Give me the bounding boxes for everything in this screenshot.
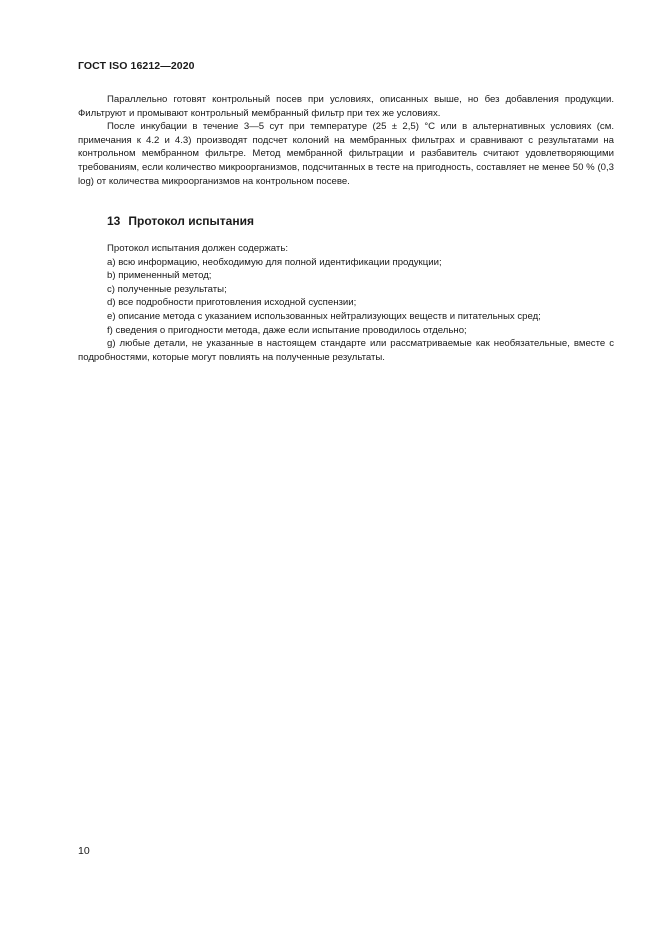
paragraph-control-sample: Параллельно готовят контрольный посев при условиях, описанных выше, но без добавления продукции. Фильтруют и промывают контрольный мембранный фильтр при тех же условиях. bbox=[78, 94, 614, 119]
section-title-text: Протокол испытания bbox=[128, 214, 254, 228]
list-item: f) сведения о пригодности метода, даже если испытание проводилось отдельно; bbox=[107, 324, 467, 336]
page-number: 10 bbox=[78, 845, 90, 857]
list-item: с) полученные результаты; bbox=[107, 283, 227, 295]
section-number: 13 bbox=[107, 214, 121, 228]
protocol-intro: Протокол испытания должен содержать: bbox=[107, 243, 288, 254]
document-header: ГОСТ ISO 16212—2020 bbox=[78, 60, 195, 72]
protocol-list bbox=[78, 242, 614, 364]
section-heading bbox=[107, 214, 254, 228]
list-item: b) примененный метод; bbox=[107, 270, 212, 282]
list-item: d) все подробности приготовления исходной суспензии; bbox=[107, 297, 357, 309]
paragraph-incubation: После инкубации в течение 3—5 сут при температуре (25 ± 2,5) °C или в альтернативных условиях (см. примечания к 4.2 и 4.3) производят подсчет колоний на мембранных фильтрах и сравнивают с результатами на контрольном мембранном фильтре. Метод мембранной фильтрации и разбавитель считают удовлетворяющими требованиям, если количество микроорганизмов, подсчитанных в тесте на пригодность, составляет не менее 50 % (0,3 log) от количества микроорганизмов на контрольном посеве. bbox=[78, 121, 614, 187]
list-item: а) всю информацию, необходимую для полной идентификации продукции; bbox=[107, 256, 442, 268]
body-text bbox=[78, 93, 614, 188]
list-item: g) любые детали, не указанные в настоящем стандарте или рассматриваемые как необязательные, вместе с подробностями, которые могут повлиять на полученные результаты. bbox=[78, 338, 614, 363]
list-item: е) описание метода с указанием использованных нейтрализующих веществ и питательных сред; bbox=[107, 310, 541, 322]
